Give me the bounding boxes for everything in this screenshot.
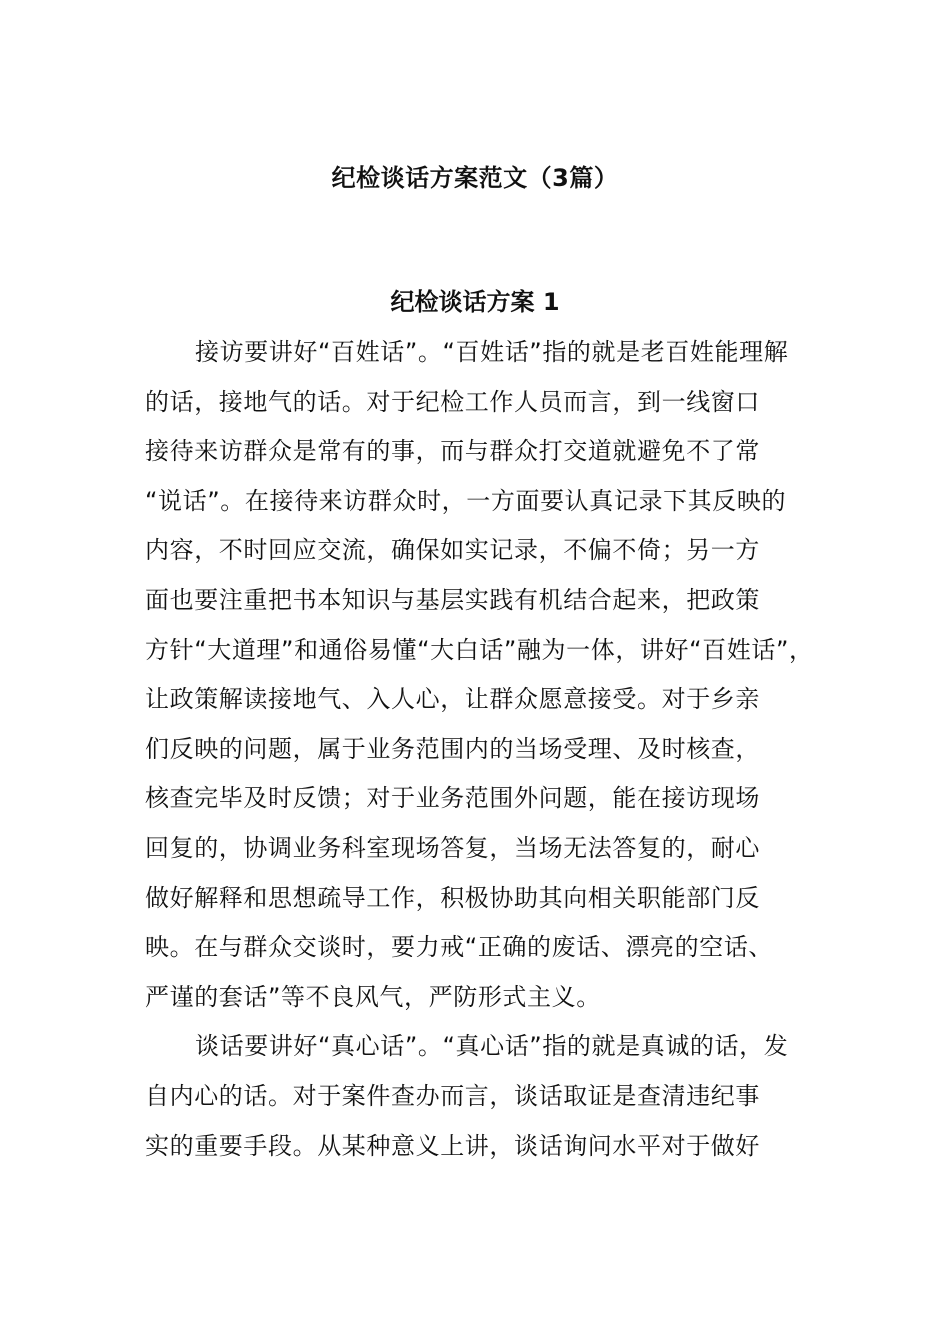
paragraph-line: 回复的，协调业务科室现场答复，当场无法答复的，耐心 (145, 833, 760, 862)
section-title: 纪检谈话方案 1 (390, 288, 560, 316)
paragraph-line: 核查完毕及时反馈；对于业务范围外问题，能在接访现场 (145, 784, 760, 813)
paragraph-line: 严谨的套话”等不良风气，严防形式主义。 (145, 982, 601, 1011)
body-text (145, 331, 845, 1174)
paragraph-line: 接待来访群众是常有的事，而与群众打交道就避免不了常 (145, 437, 760, 466)
paragraph-line: 们反映的问题，属于业务范围内的当场受理、及时核查， (145, 734, 760, 763)
paragraph-line: 内容，不时回应交流，确保如实记录，不偏不倚；另一方 (145, 536, 760, 565)
paragraph-line: 面也要注重把书本知识与基层实践有机结合起来，把政策 (145, 585, 760, 614)
paragraph-line: 方针“大道理”和通俗易懂“大白话”融为一体，讲好“百姓话”， (145, 635, 814, 664)
paragraph-line: “说话”。在接待来访群众时，一方面要认真记录下其反映的 (145, 486, 787, 515)
paragraph-line: 谈话要讲好“真心话”。“真心话”指的就是真诚的话，发 (195, 1032, 789, 1061)
paragraph-line: 映。在与群众交谈时，要力戒“正确的废话、漂亮的空话、 (145, 933, 774, 962)
paragraph-line: 实的重要手段。从某种意义上讲，谈话询问水平对于做好 (145, 1131, 760, 1160)
paragraph-line: 自内心的话。对于案件查办而言，谈话取证是查清违纪事 (145, 1081, 760, 1110)
paragraph-line: 让政策解读接地气、入人心，让群众愿意接受。对于乡亲 (145, 685, 760, 714)
document-title: 纪检谈话方案范文（3篇） (331, 164, 619, 192)
paragraph-line: 接访要讲好“百姓话”。“百姓话”指的就是老百姓能理解 (195, 338, 789, 366)
paragraph-line: 的话，接地气的话。对于纪检工作人员而言，到一线窗口 (145, 387, 760, 416)
paragraph-line: 做好解释和思想疏导工作，积极协助其向相关职能部门反 (145, 883, 760, 912)
